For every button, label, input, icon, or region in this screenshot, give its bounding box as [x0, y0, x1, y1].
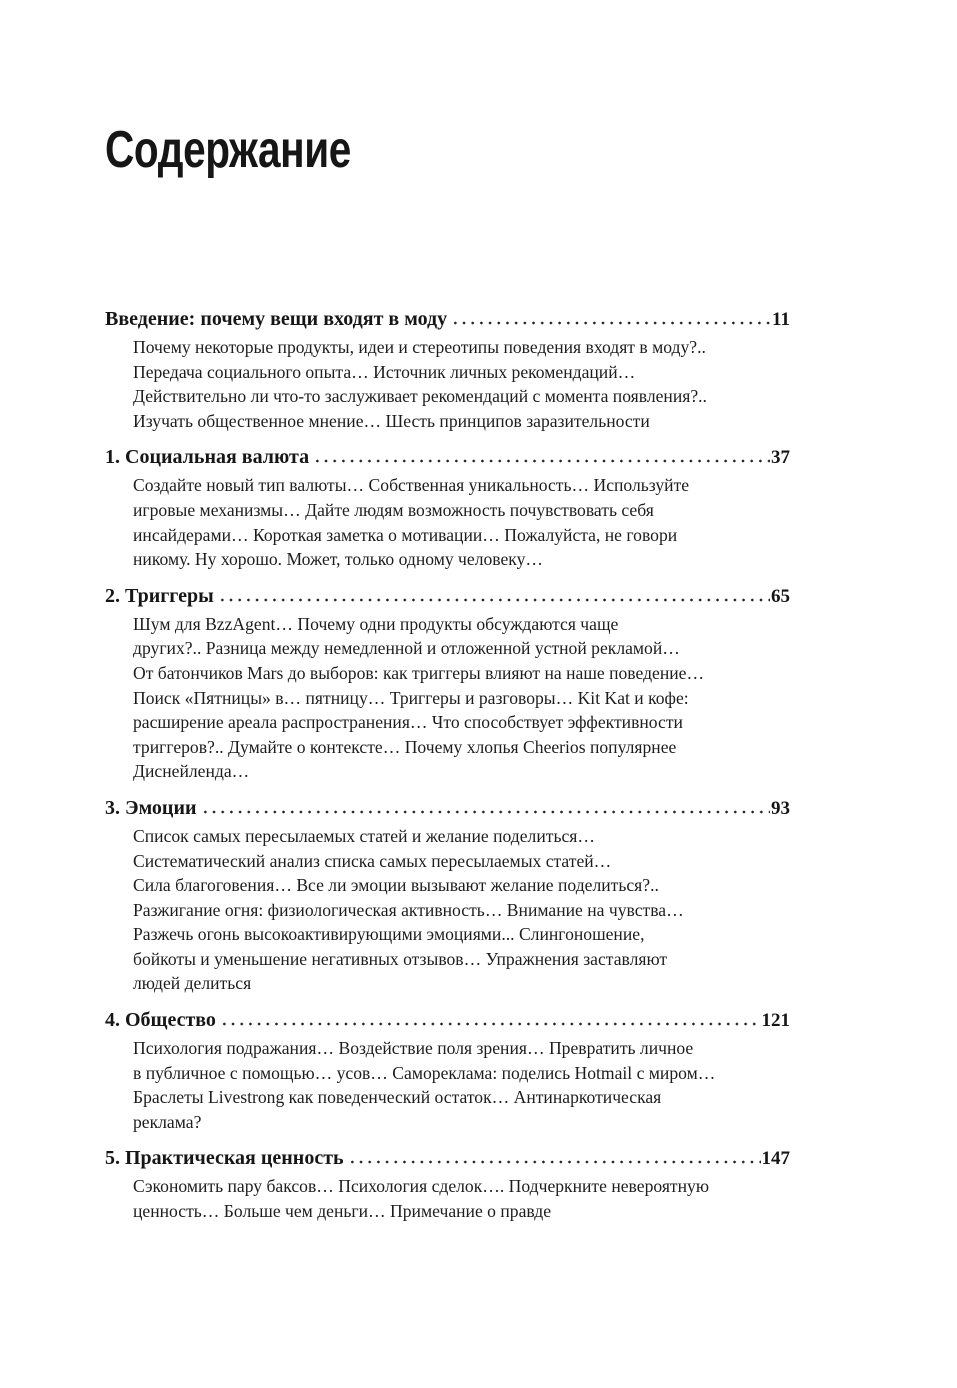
toc-entry-description-line: Разжигание огня: физиологическая активность… Внимание на чувства… — [133, 899, 684, 920]
toc-entry-description-line: Список самых пересылаемых статей и желание поделиться… — [133, 825, 595, 846]
toc-entry — [105, 444, 790, 571]
toc-entry-page-number: 93 — [771, 797, 790, 819]
toc-entry-title: 1. Социальная валюта — [105, 446, 310, 469]
page-title: Содержание — [105, 121, 351, 179]
toc-entry-description-line: в публичное с помощью… усов… Самореклама: поделись Hotmail с миром… — [133, 1062, 716, 1083]
toc-entry-description-line: инсайдерами… Короткая заметка о мотивации… Пожалуйста, не говори — [133, 524, 678, 545]
toc-entry-description-line: других?.. Разница между немедленной и отложенной устной рекламой… — [133, 638, 680, 659]
toc-entry-page-number: 11 — [772, 309, 790, 330]
toc-entry-page-number: 121 — [761, 1010, 790, 1032]
dotted-leader — [451, 321, 771, 325]
toc-entry-description-line: расширение ареала распространения… Что способствует эффективности — [133, 712, 683, 733]
toc-entry-heading — [105, 444, 790, 471]
toc-entry-description — [105, 473, 790, 571]
toc-entry — [105, 583, 790, 784]
toc-entry-heading — [105, 306, 790, 333]
toc-entry-heading — [105, 795, 790, 822]
toc-entry-description-line: Создайте новый тип валюты… Собственная уникальность… Используйте — [133, 475, 690, 496]
toc-entry-description-line: Поиск «Пятницы» в… пятницу… Триггеры и разговоры… Kit Kat и кофе: — [133, 687, 689, 708]
toc-entry-title: 3. Эмоции — [105, 796, 197, 819]
toc-entry-description-line: Изучать общественное мнение… Шесть принципов заразительности — [133, 410, 650, 431]
dotted-leader — [201, 810, 771, 814]
toc-entry-description-line: Разжечь огонь высокоактивирующими эмоциями... Слингоношение, — [133, 924, 645, 945]
toc-entry-description-line: Сила благоговения… Все ли эмоции вызывают желание поделиться?.. — [133, 875, 659, 896]
toc-entry-heading — [105, 1007, 790, 1034]
toc-entry-description-line: игровые механизмы… Дайте людям возможность почувствовать себя — [133, 499, 654, 520]
toc-list — [105, 306, 790, 1224]
toc-entry-description-line: Психология подражания… Воздействие поля зрения… Превратить личное — [133, 1038, 694, 1059]
toc-entry — [105, 1007, 790, 1134]
toc-entry — [105, 1145, 790, 1223]
toc-entry-heading — [105, 583, 790, 610]
toc-entry-description-line: Действительно ли что-то заслуживает рекомендаций с момента появления?.. — [133, 386, 707, 407]
toc-entry-description-line: никому. Ну хорошо. Может, только одному человеку… — [133, 549, 543, 570]
toc-entry-description-line: Передача социального опыта… Источник личных рекомендаций… — [133, 361, 636, 382]
toc-entry-description-line: Сэкономить пару баксов… Психология сделок…. Подчеркните невероятную — [133, 1176, 709, 1197]
toc-entry-description-line: Диснейленда… — [133, 761, 250, 782]
toc-entry-description-line: От батончиков Mars до выборов: как триггеры влияют на наше поведение… — [133, 662, 705, 683]
toc-entry-description-line: бойкоты и уменьшение негативных отзывов… Упражнения заставляют — [133, 948, 668, 969]
toc-entry-description-line: Шум для BzzAgent… Почему одни продукты обсуждаются чаще — [133, 613, 619, 634]
toc-entry-title: 2. Триггеры — [105, 584, 214, 607]
dotted-leader — [220, 1022, 761, 1026]
toc-entry-page-number: 37 — [771, 447, 790, 469]
toc-entry-description-line: людей делиться — [133, 973, 252, 994]
toc-entry-description — [105, 1036, 790, 1134]
toc-entry — [105, 306, 790, 433]
toc-entry-description — [105, 1174, 790, 1223]
toc-entry-description — [105, 612, 790, 784]
toc-entry-description-line: Браслеты Livestrong как поведенческий остаток… Антинаркотическая — [133, 1087, 662, 1108]
dotted-leader — [313, 459, 770, 463]
toc-entry-description-line: ценность… Больше чем деньги… Примечание о правде — [133, 1201, 552, 1222]
toc-entry-description-line: Почему некоторые продукты, идеи и стереотипы поведения входят в моду?.. — [133, 337, 706, 357]
toc-entry-page-number: 65 — [771, 585, 790, 607]
toc-entry-title: Введение: почему вещи входят в моду — [105, 308, 448, 330]
toc-entry-page-number: 147 — [761, 1148, 790, 1170]
dotted-leader — [218, 598, 770, 602]
toc-entry-title: 4. Общество — [105, 1009, 216, 1032]
toc-entry-title: 5. Практическая ценность — [105, 1147, 344, 1170]
toc-entry-description — [105, 335, 790, 433]
toc-entry — [105, 795, 790, 996]
toc-entry-heading — [105, 1145, 790, 1172]
toc-entry-description — [105, 824, 790, 996]
toc-entry-description-line: триггеров?.. Думайте о контексте… Почему хлопья Cheerios популярнее — [133, 736, 677, 757]
dotted-leader — [348, 1160, 761, 1164]
toc-entry-description-line: Систематический анализ списка самых пересылаемых статей… — [133, 850, 612, 871]
toc-entry-description-line: реклама? — [133, 1111, 202, 1132]
